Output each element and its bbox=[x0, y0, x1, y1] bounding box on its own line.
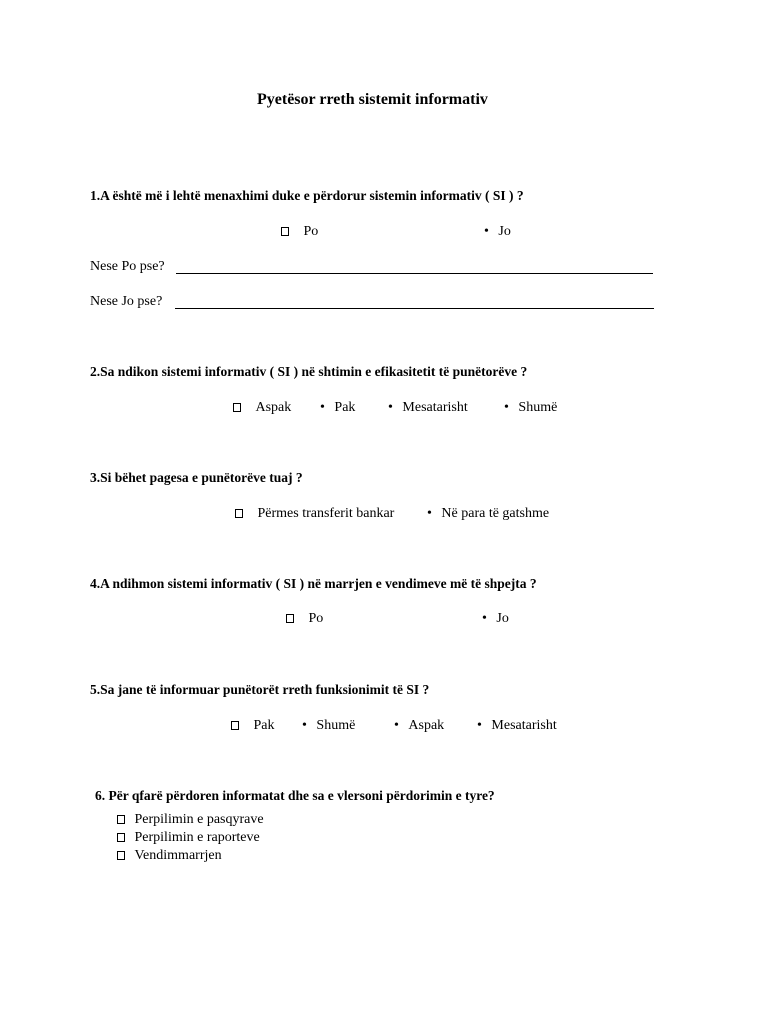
q5-option-mesatarisht[interactable] bbox=[477, 718, 557, 734]
option-label: Jo bbox=[498, 224, 511, 239]
option-label: Mesatarisht bbox=[402, 400, 468, 415]
q1-option-jo[interactable] bbox=[484, 224, 511, 240]
checkbox-icon bbox=[286, 614, 294, 623]
option-label: Aspak bbox=[408, 718, 445, 733]
bullet-icon: • bbox=[484, 224, 489, 239]
q3-option-cash[interactable] bbox=[427, 506, 549, 522]
q6-option-vendimmarrjen[interactable] bbox=[117, 848, 222, 864]
option-label: Po bbox=[303, 224, 319, 239]
option-label: Pak bbox=[334, 400, 356, 415]
checkbox-icon bbox=[235, 509, 243, 518]
q4-option-jo[interactable] bbox=[482, 611, 509, 627]
option-label: Shumë bbox=[316, 718, 356, 733]
checkbox-icon bbox=[281, 227, 289, 236]
q1-option-po[interactable] bbox=[281, 224, 318, 240]
checkbox-icon bbox=[233, 403, 241, 412]
why-yes-label: Nese Po pse? bbox=[90, 259, 165, 274]
q5-option-aspak[interactable] bbox=[394, 718, 444, 734]
checkbox-icon bbox=[117, 815, 125, 824]
option-label: Perpilimin e raporteve bbox=[134, 830, 260, 845]
option-label: Vendimmarrjen bbox=[134, 848, 222, 863]
why-no-answer-line[interactable] bbox=[175, 308, 654, 309]
option-label: Përmes transferit bankar bbox=[257, 506, 395, 521]
checkbox-icon bbox=[117, 833, 125, 842]
q2-option-shume[interactable] bbox=[504, 400, 557, 416]
bullet-icon: • bbox=[388, 400, 393, 415]
q2-option-aspak[interactable] bbox=[233, 400, 291, 416]
why-no-label: Nese Jo pse? bbox=[90, 294, 163, 309]
bullet-icon: • bbox=[482, 611, 487, 626]
bullet-icon: • bbox=[302, 718, 307, 733]
bullet-icon: • bbox=[427, 506, 432, 521]
option-label: Aspak bbox=[255, 400, 292, 415]
option-label: Mesatarisht bbox=[491, 718, 557, 733]
option-label: Perpilimin e pasqyrave bbox=[134, 812, 264, 827]
q2-option-pak[interactable] bbox=[320, 400, 355, 416]
question-1: 1.A është më i lehtë menaxhimi duke e përdorur sistemin informativ ( SI ) ? bbox=[90, 188, 524, 203]
option-label: Pak bbox=[253, 718, 275, 733]
q3-option-transfer[interactable] bbox=[235, 506, 394, 522]
option-label: Shumë bbox=[518, 400, 558, 415]
checkbox-icon bbox=[117, 851, 125, 860]
option-label: Po bbox=[308, 611, 324, 626]
page-title: Pyetësor rreth sistemit informativ bbox=[257, 91, 488, 108]
q2-option-mesatarisht[interactable] bbox=[388, 400, 468, 416]
q6-option-raporteve[interactable] bbox=[117, 830, 260, 846]
option-label: Jo bbox=[496, 611, 509, 626]
q5-option-shume[interactable] bbox=[302, 718, 355, 734]
question-4: 4.A ndihmon sistemi informativ ( SI ) në marrjen e vendimeve më të shpejta ? bbox=[90, 576, 537, 591]
q6-option-pasqyrave[interactable] bbox=[117, 812, 264, 828]
option-label: Në para të gatshme bbox=[441, 506, 550, 521]
question-3: 3.Si bëhet pagesa e punëtorëve tuaj ? bbox=[90, 470, 303, 485]
checkbox-icon bbox=[231, 721, 239, 730]
bullet-icon: • bbox=[477, 718, 482, 733]
why-yes-answer-line[interactable] bbox=[176, 273, 653, 274]
question-5: 5.Sa jane të informuar punëtorët rreth funksionimit të SI ? bbox=[90, 682, 430, 697]
q5-option-pak[interactable] bbox=[231, 718, 275, 734]
q4-option-po[interactable] bbox=[286, 611, 323, 627]
bullet-icon: • bbox=[320, 400, 325, 415]
question-2: 2.Sa ndikon sistemi informativ ( SI ) në shtimin e efikasitetit të punëtorëve ? bbox=[90, 364, 528, 379]
bullet-icon: • bbox=[394, 718, 399, 733]
question-6: 6. Për qfarë përdoren informatat dhe sa e vlersoni përdorimin e tyre? bbox=[95, 788, 495, 803]
bullet-icon: • bbox=[504, 400, 509, 415]
